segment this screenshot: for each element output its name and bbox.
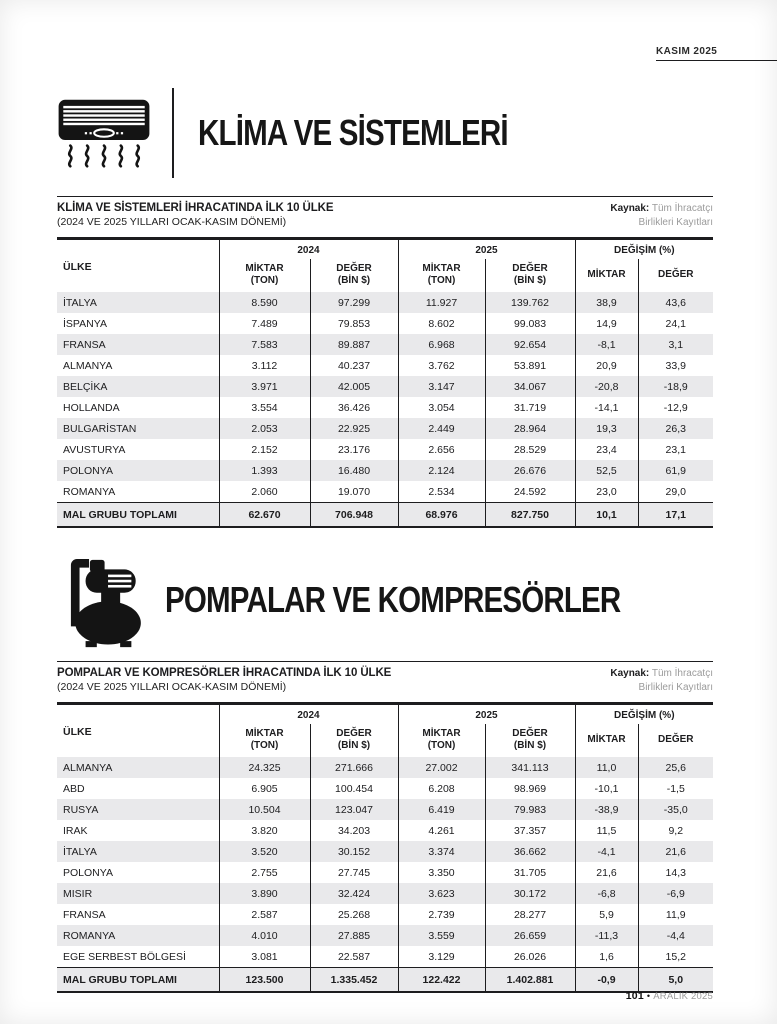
page-number: 101 — [625, 990, 644, 1002]
footer-separator: • — [646, 991, 651, 1001]
value-cell: 271.666 — [310, 757, 398, 778]
total-cell: 123.500 — [219, 968, 310, 993]
value-cell: -4,4 — [638, 925, 713, 946]
value-cell: 3.374 — [398, 841, 485, 862]
value-cell: 24,1 — [638, 313, 713, 334]
value-cell: 6.208 — [398, 778, 485, 799]
table-body — [57, 757, 713, 968]
value-cell: 25.268 — [310, 904, 398, 925]
value-cell: 61,9 — [638, 460, 713, 481]
table-row — [57, 946, 713, 968]
value-cell: 32.424 — [310, 883, 398, 904]
value-cell: 79.853 — [310, 313, 398, 334]
value-cell: 3.520 — [219, 841, 310, 862]
value-cell: 11,5 — [575, 820, 638, 841]
value-cell: 2.060 — [219, 481, 310, 503]
pump-icon — [63, 553, 141, 648]
value-cell: -10,1 — [575, 778, 638, 799]
value-cell: -1,5 — [638, 778, 713, 799]
table-foot — [57, 503, 713, 528]
table-title: KLİMA VE SİSTEMLERİ İHRACATINDA İLK 10 ÜLKE — [57, 202, 334, 214]
value-cell: 23,0 — [575, 481, 638, 503]
table-meta-left — [57, 202, 333, 230]
table-row — [57, 355, 713, 376]
value-cell: 1,6 — [575, 946, 638, 968]
source-line2: Birlikleri Kayıtları — [638, 217, 713, 228]
value-cell: 3.147 — [398, 376, 485, 397]
total-cell: -0,9 — [575, 968, 638, 993]
table-meta-left — [57, 667, 391, 695]
country-cell: HOLLANDA — [63, 401, 120, 414]
value-cell: 33,9 — [638, 355, 713, 376]
source-line1: Tüm İhracatçı — [651, 203, 713, 214]
value-cell: 3,1 — [638, 334, 713, 355]
table-meta — [57, 202, 713, 230]
column-header: MİKTAR (TON) — [398, 724, 485, 757]
total-label: MAL GRUBU TOPLAMI — [57, 503, 219, 528]
value-cell: 11.927 — [398, 292, 485, 313]
country-cell: İTALYA — [63, 845, 97, 858]
value-cell: 26.676 — [485, 460, 575, 481]
value-cell: 16.480 — [310, 460, 398, 481]
total-cell: 17,1 — [638, 503, 713, 528]
table-row — [57, 460, 713, 481]
value-cell: 21,6 — [575, 862, 638, 883]
value-cell: 8.602 — [398, 313, 485, 334]
column-header: DEĞER (BİN $) — [485, 724, 575, 757]
value-cell: 6.968 — [398, 334, 485, 355]
value-cell: 92.654 — [485, 334, 575, 355]
value-cell: 3.762 — [398, 355, 485, 376]
table-row — [57, 757, 713, 778]
table-head — [57, 704, 713, 758]
column-header: DEĞER (BİN $) — [310, 724, 398, 757]
country-cell: İTALYA — [63, 296, 97, 309]
table-row — [57, 313, 713, 334]
value-cell: 98.969 — [485, 778, 575, 799]
value-cell: 3.554 — [219, 397, 310, 418]
value-cell: 99.083 — [485, 313, 575, 334]
value-cell: 31.705 — [485, 862, 575, 883]
table-head — [57, 239, 713, 293]
section-header — [57, 548, 713, 652]
table-row — [57, 292, 713, 313]
value-cell: 2.587 — [219, 904, 310, 925]
column-header: DEĞER — [638, 259, 713, 292]
value-cell: 2.739 — [398, 904, 485, 925]
value-cell: 27.745 — [310, 862, 398, 883]
column-group-2024: 2024 — [219, 239, 398, 260]
column-header: DEĞER — [638, 724, 713, 757]
value-cell: 38,9 — [575, 292, 638, 313]
group-header-row — [57, 704, 713, 725]
value-cell: -6,9 — [638, 883, 713, 904]
value-cell: 6.905 — [219, 778, 310, 799]
total-cell: 1.335.452 — [310, 968, 398, 993]
column-group-change: DEĞİŞİM (%) — [575, 704, 713, 725]
country-cell: FRANSA — [63, 338, 106, 351]
table-row — [57, 841, 713, 862]
value-cell: 3.129 — [398, 946, 485, 968]
country-cell: ROMANYA — [63, 929, 116, 942]
table-row — [57, 883, 713, 904]
value-cell: 40.237 — [310, 355, 398, 376]
value-cell: 11,0 — [575, 757, 638, 778]
value-cell: 14,9 — [575, 313, 638, 334]
country-cell: ABD — [63, 782, 85, 795]
total-cell: 122.422 — [398, 968, 485, 993]
country-cell: AVUSTURYA — [63, 443, 126, 456]
table-row — [57, 925, 713, 946]
value-cell: 3.971 — [219, 376, 310, 397]
value-cell: 7.489 — [219, 313, 310, 334]
value-cell: 3.350 — [398, 862, 485, 883]
value-cell: -14,1 — [575, 397, 638, 418]
value-cell: 3.890 — [219, 883, 310, 904]
value-cell: 3.112 — [219, 355, 310, 376]
table-title: POMPALAR VE KOMPRESÖRLER İHRACATINDA İLK 10 ÜLKE — [57, 667, 392, 679]
country-cell: BELÇİKA — [63, 380, 108, 393]
value-cell: 25,6 — [638, 757, 713, 778]
column-header: DEĞER (BİN $) — [310, 259, 398, 292]
value-cell: 31.719 — [485, 397, 575, 418]
table-row — [57, 820, 713, 841]
value-cell: 2.449 — [398, 418, 485, 439]
value-cell: 36.662 — [485, 841, 575, 862]
table-row — [57, 778, 713, 799]
table-source — [610, 202, 713, 230]
value-cell: 23,1 — [638, 439, 713, 460]
group-header-row — [57, 239, 713, 260]
table-row — [57, 334, 713, 355]
value-cell: -11,3 — [575, 925, 638, 946]
value-cell: 4.261 — [398, 820, 485, 841]
value-cell: 9,2 — [638, 820, 713, 841]
value-cell: 3.623 — [398, 883, 485, 904]
table-foot — [57, 968, 713, 993]
total-cell: 1.402.881 — [485, 968, 575, 993]
value-cell: 34.203 — [310, 820, 398, 841]
source-line1: Tüm İhracatçı — [651, 668, 713, 679]
value-cell: 79.983 — [485, 799, 575, 820]
value-cell: 2.534 — [398, 481, 485, 503]
value-cell: 10.504 — [219, 799, 310, 820]
total-cell: 62.670 — [219, 503, 310, 528]
value-cell: 5,9 — [575, 904, 638, 925]
header-divider — [172, 88, 174, 178]
table-row — [57, 439, 713, 460]
column-header: MİKTAR — [575, 724, 638, 757]
value-cell: 26,3 — [638, 418, 713, 439]
section-pompalar — [57, 548, 713, 993]
total-cell: 827.750 — [485, 503, 575, 528]
value-cell: 100.454 — [310, 778, 398, 799]
total-cell: 706.948 — [310, 503, 398, 528]
value-cell: 14,3 — [638, 862, 713, 883]
source-label: Kaynak: — [610, 203, 650, 214]
value-cell: 36.426 — [310, 397, 398, 418]
column-header-country: ÜLKE — [63, 261, 92, 273]
value-cell: 28.964 — [485, 418, 575, 439]
table-subtitle: (2024 VE 2025 YILLARI OCAK-KASIM DÖNEMİ) — [57, 216, 287, 228]
total-row — [57, 503, 713, 528]
value-cell: 341.113 — [485, 757, 575, 778]
value-cell: 37.357 — [485, 820, 575, 841]
column-header: MİKTAR — [575, 259, 638, 292]
value-cell: -18,9 — [638, 376, 713, 397]
section-rule — [57, 196, 713, 197]
value-cell: 19,3 — [575, 418, 638, 439]
value-cell: 89.887 — [310, 334, 398, 355]
value-cell: 2.124 — [398, 460, 485, 481]
country-cell: İSPANYA — [63, 317, 107, 330]
table-body — [57, 292, 713, 503]
country-cell: IRAK — [63, 824, 88, 837]
value-cell: 139.762 — [485, 292, 575, 313]
total-label: MAL GRUBU TOPLAMI — [57, 968, 219, 993]
value-cell: 2.152 — [219, 439, 310, 460]
value-cell: -35,0 — [638, 799, 713, 820]
value-cell: 22.925 — [310, 418, 398, 439]
value-cell: 24.325 — [219, 757, 310, 778]
value-cell: -38,9 — [575, 799, 638, 820]
source-label: Kaynak: — [610, 668, 650, 679]
value-cell: 6.419 — [398, 799, 485, 820]
table-subtitle: (2024 VE 2025 YILLARI OCAK-KASIM DÖNEMİ) — [57, 681, 287, 693]
source-line2: Birlikleri Kayıtları — [638, 682, 713, 693]
value-cell: -4,1 — [575, 841, 638, 862]
value-cell: 28.529 — [485, 439, 575, 460]
table-row — [57, 397, 713, 418]
air-conditioner-icon — [57, 97, 151, 170]
country-cell: EGE SERBEST BÖLGESİ — [63, 950, 186, 963]
value-cell: 1.393 — [219, 460, 310, 481]
section-klima — [57, 88, 713, 528]
section-title: KLİMA VE SİSTEMLERİ — [198, 112, 508, 153]
value-cell: 2.755 — [219, 862, 310, 883]
value-cell: 23.176 — [310, 439, 398, 460]
value-cell: 53.891 — [485, 355, 575, 376]
value-cell: 26.026 — [485, 946, 575, 968]
column-group-2025: 2025 — [398, 704, 575, 725]
value-cell: 34.067 — [485, 376, 575, 397]
value-cell: 19.070 — [310, 481, 398, 503]
value-cell: 2.053 — [219, 418, 310, 439]
column-header: DEĞER (BİN $) — [485, 259, 575, 292]
section-rule — [57, 661, 713, 662]
value-cell: 43,6 — [638, 292, 713, 313]
page-footer — [626, 990, 713, 1002]
value-cell: 26.659 — [485, 925, 575, 946]
value-cell: 52,5 — [575, 460, 638, 481]
table-source — [610, 667, 713, 695]
export-table-pompalar — [57, 702, 713, 993]
column-header: MİKTAR (TON) — [398, 259, 485, 292]
value-cell: 3.054 — [398, 397, 485, 418]
value-cell: 22.587 — [310, 946, 398, 968]
value-cell: -8,1 — [575, 334, 638, 355]
value-cell: 42.005 — [310, 376, 398, 397]
value-cell: 30.152 — [310, 841, 398, 862]
value-cell: -12,9 — [638, 397, 713, 418]
total-cell: 10,1 — [575, 503, 638, 528]
column-header: MİKTAR (TON) — [219, 259, 310, 292]
section-icon-box — [57, 553, 141, 648]
country-cell: ALMANYA — [63, 359, 113, 372]
country-cell: POLONYA — [63, 464, 113, 477]
country-cell: POLONYA — [63, 866, 113, 879]
country-cell: MISIR — [63, 887, 93, 900]
table-row — [57, 904, 713, 925]
export-table-klima — [57, 237, 713, 528]
page-content — [57, 0, 713, 993]
table-row — [57, 481, 713, 503]
value-cell: -6,8 — [575, 883, 638, 904]
value-cell: 8.590 — [219, 292, 310, 313]
country-cell: ALMANYA — [63, 761, 113, 774]
value-cell: 7.583 — [219, 334, 310, 355]
column-group-2024: 2024 — [219, 704, 398, 725]
section-header — [57, 88, 713, 178]
value-cell: 123.047 — [310, 799, 398, 820]
value-cell: 30.172 — [485, 883, 575, 904]
total-row — [57, 968, 713, 993]
value-cell: -20,8 — [575, 376, 638, 397]
column-header: MİKTAR (TON) — [219, 724, 310, 757]
value-cell: 28.277 — [485, 904, 575, 925]
value-cell: 27.002 — [398, 757, 485, 778]
section-title: POMPALAR VE KOMPRESÖRLER — [165, 579, 621, 620]
value-cell: 15,2 — [638, 946, 713, 968]
value-cell: 21,6 — [638, 841, 713, 862]
column-group-change: DEĞİŞİM (%) — [575, 239, 713, 260]
value-cell: 3.559 — [398, 925, 485, 946]
value-cell: 24.592 — [485, 481, 575, 503]
table-row — [57, 418, 713, 439]
country-cell: RUSYA — [63, 803, 99, 816]
value-cell: 3.081 — [219, 946, 310, 968]
value-cell: 11,9 — [638, 904, 713, 925]
country-cell: FRANSA — [63, 908, 106, 921]
value-cell: 27.885 — [310, 925, 398, 946]
total-cell: 5,0 — [638, 968, 713, 993]
value-cell: 2.656 — [398, 439, 485, 460]
value-cell: 23,4 — [575, 439, 638, 460]
footer-issue: ARALIK 2025 — [653, 991, 713, 1002]
value-cell: 97.299 — [310, 292, 398, 313]
section-icon-box — [57, 97, 172, 170]
value-cell: 29,0 — [638, 481, 713, 503]
table-meta — [57, 667, 713, 695]
value-cell: 20,9 — [575, 355, 638, 376]
country-cell: BULGARİSTAN — [63, 422, 137, 435]
table-row — [57, 862, 713, 883]
value-cell: 3.820 — [219, 820, 310, 841]
table-row — [57, 799, 713, 820]
value-cell: 4.010 — [219, 925, 310, 946]
issue-date: KASIM 2025 — [656, 46, 718, 57]
column-header-country: ÜLKE — [63, 726, 92, 738]
column-group-2025: 2025 — [398, 239, 575, 260]
country-cell: ROMANYA — [63, 485, 116, 498]
total-cell: 68.976 — [398, 503, 485, 528]
table-row — [57, 376, 713, 397]
